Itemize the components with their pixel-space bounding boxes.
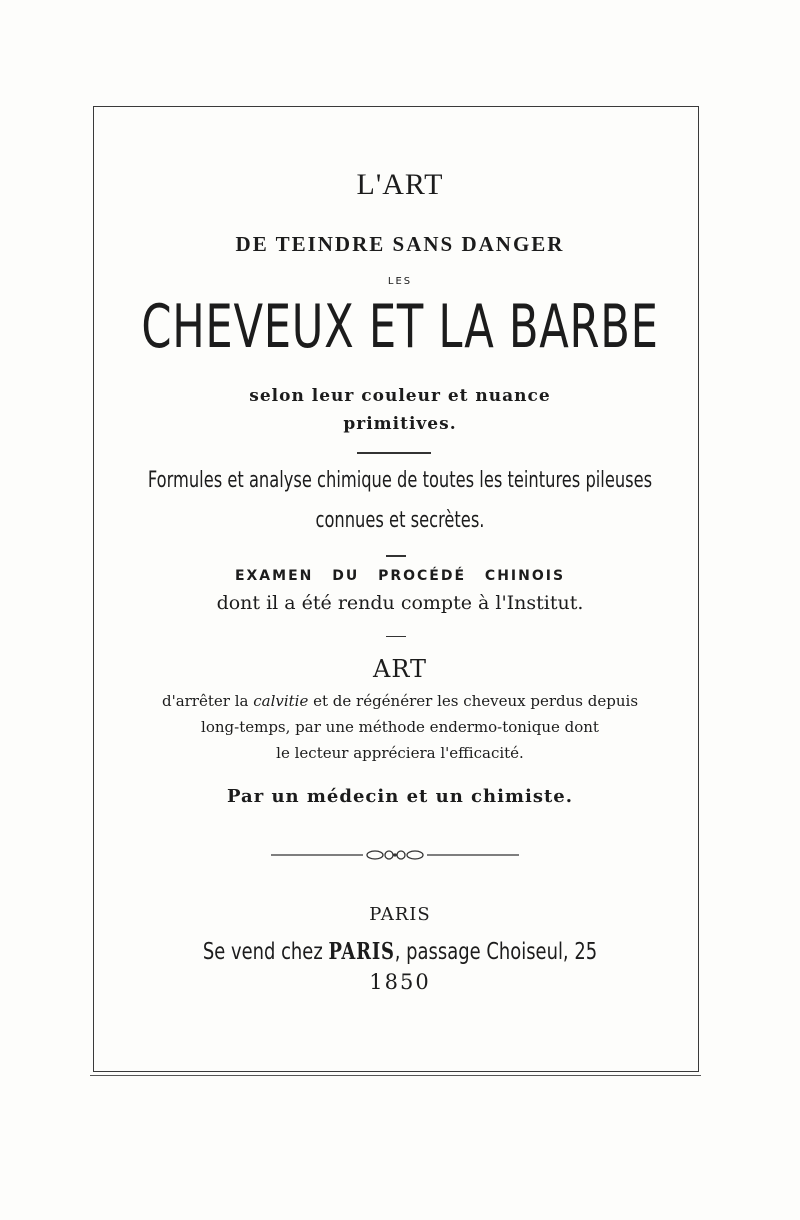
page-title: L'ART bbox=[356, 168, 444, 201]
lecteur-line: le lecteur appréciera l'efficacité. bbox=[276, 744, 524, 762]
article-les: LES bbox=[387, 276, 413, 287]
methode-line: long-temps, par une méthode endermo-tonique dont bbox=[201, 718, 599, 736]
divider-rule bbox=[357, 452, 431, 454]
formules-line: Formules et analyse chimique de toutes les teintures pileuses bbox=[147, 468, 653, 493]
institut-line: dont il a été rendu compte à l'Institut. bbox=[216, 592, 584, 614]
primitives-line: primitives. bbox=[343, 414, 457, 434]
author-line: Par un médecin et un chimiste. bbox=[226, 786, 573, 807]
imprint-city: PARIS bbox=[369, 904, 431, 925]
ornament-rule-icon bbox=[271, 848, 519, 862]
imprint-publisher-line bbox=[88, 938, 712, 965]
publisher-name: PARIS bbox=[328, 938, 395, 965]
imprint-year: 1850 bbox=[369, 970, 431, 994]
calvitie-suffix: et de régénérer les cheveux perdus depuis bbox=[308, 692, 639, 710]
selon-line: selon leur couleur et nuance bbox=[249, 386, 551, 406]
examen-heading: EXAMEN DU PROCÉDÉ CHINOIS bbox=[234, 568, 566, 584]
sold-suffix: , passage Choiseul, 25 bbox=[394, 939, 598, 965]
calvitie-prefix: d'arrêter la bbox=[161, 692, 254, 710]
sold-prefix: Se vend chez bbox=[202, 939, 329, 965]
subtitle: DE TEINDRE SANS DANGER bbox=[235, 232, 565, 256]
art-heading: ART bbox=[373, 655, 427, 683]
main-title: CHEVEUX ET LA BARBE bbox=[141, 292, 659, 362]
divider-dash-thin bbox=[386, 636, 406, 637]
calvitie-word: calvitie bbox=[253, 692, 309, 710]
connues-line: connues et secrètes. bbox=[315, 508, 485, 533]
calvitie-line bbox=[0, 692, 800, 710]
divider-dash bbox=[386, 555, 406, 557]
